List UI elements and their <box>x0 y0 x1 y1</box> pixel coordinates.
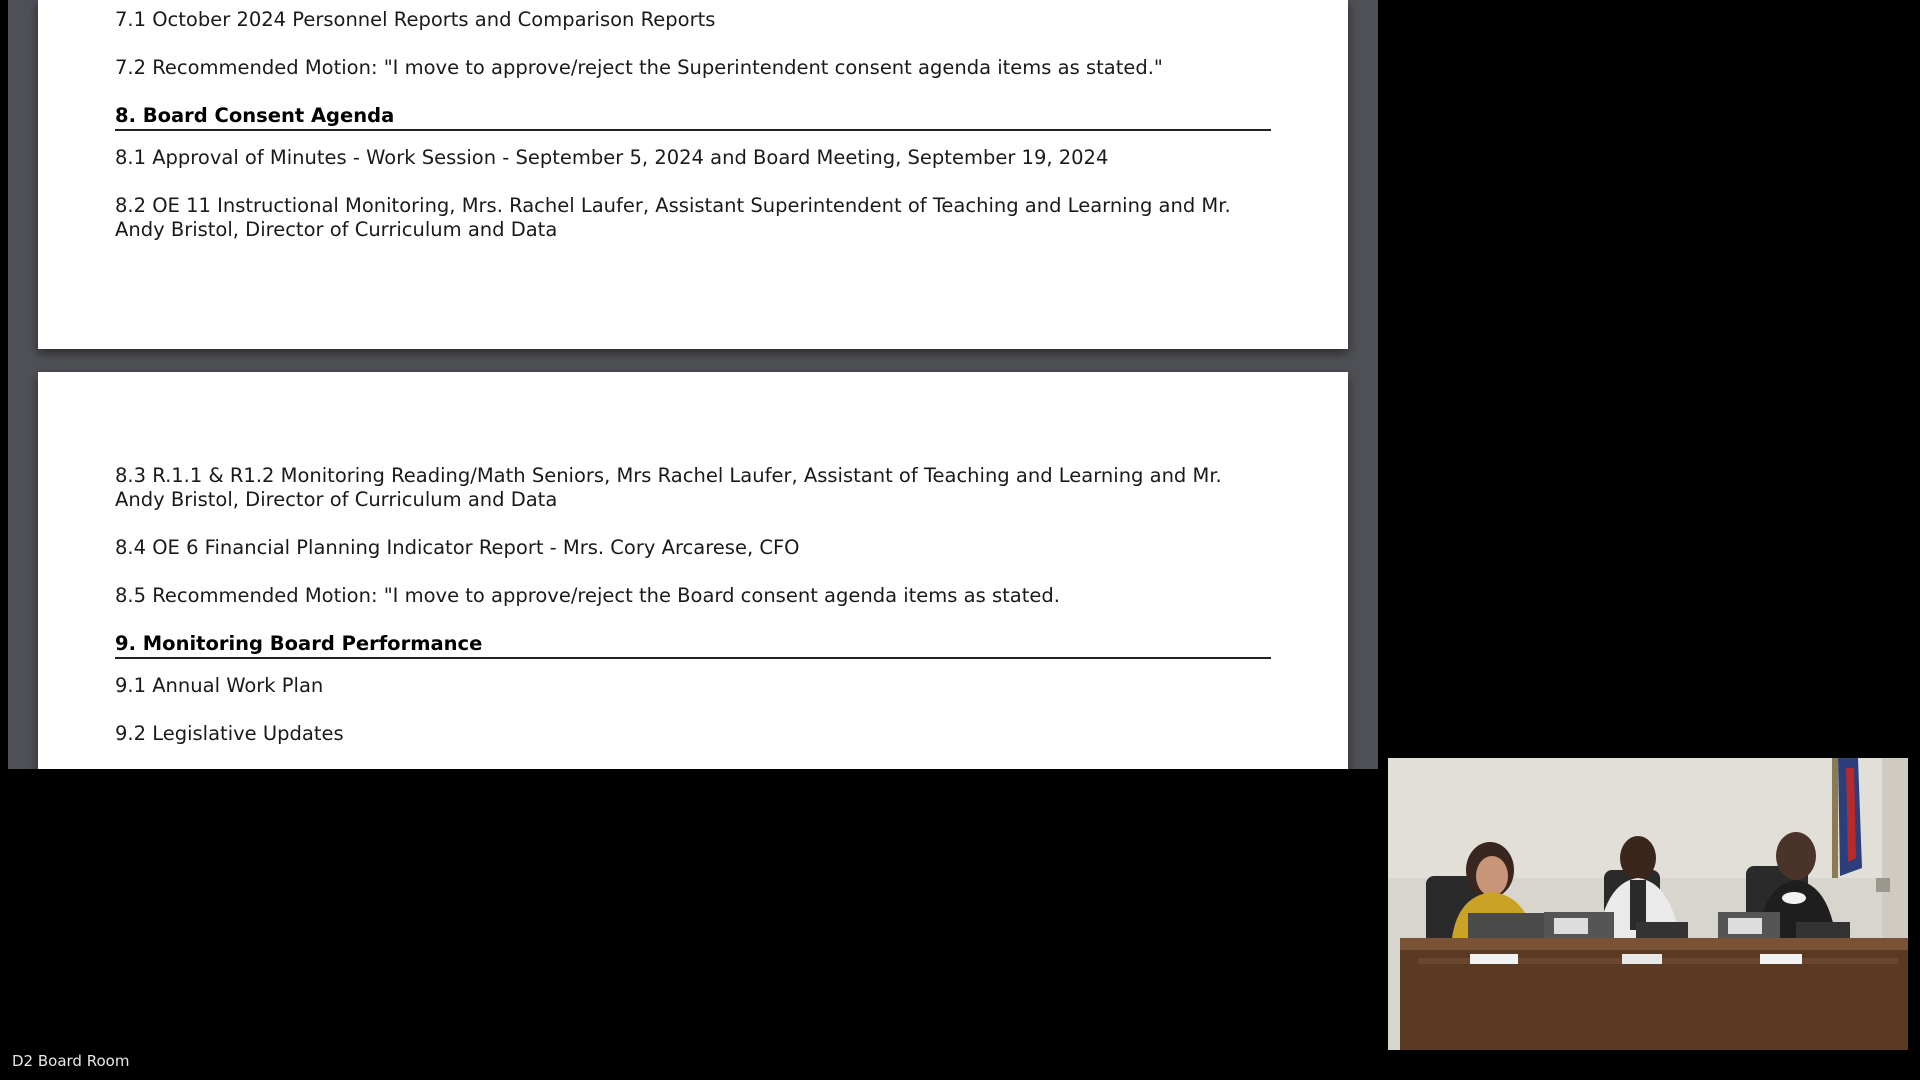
section-heading-8: 8. Board Consent Agenda <box>115 104 1271 131</box>
agenda-item-8-2 <box>115 194 1275 242</box>
agenda-item-8-1: 8.1 Approval of Minutes - Work Session - September 5, 2024 and Board Meeting, September 19, 2024 <box>115 146 1109 169</box>
board-room-scene <box>1388 758 1908 1050</box>
board-room-camera-feed <box>1388 758 1908 1050</box>
agenda-item-8-2-line2: Andy Bristol, Director of Curriculum and Data <box>115 218 558 241</box>
agenda-item-9-1: 9.1 Annual Work Plan <box>115 674 324 697</box>
agenda-item-8-3-line2: Andy Bristol, Director of Curriculum and Data <box>115 488 558 511</box>
document-viewer[interactable] <box>8 0 1378 769</box>
agenda-item-8-2-line1: 8.2 OE 11 Instructional Monitoring, Mrs. Rachel Laufer, Assistant Superintendent of Teaching and Learning and Mr. <box>115 194 1231 217</box>
document-page-1 <box>38 0 1348 349</box>
agenda-item-8-4: 8.4 OE 6 Financial Planning Indicator Report - Mrs. Cory Arcarese, CFO <box>115 536 800 559</box>
agenda-item-8-3-line1: 8.3 R.1.1 & R1.2 Monitoring Reading/Math Seniors, Mrs Rachel Laufer, Assistant of Teaching and Learning and Mr. <box>115 464 1222 487</box>
section-heading-9: 9. Monitoring Board Performance <box>115 632 1271 659</box>
room-label: D2 Board Room <box>12 1052 130 1070</box>
agenda-item-8-3 <box>115 464 1275 512</box>
agenda-item-7-2: 7.2 Recommended Motion: "I move to approve/reject the Superintendent consent agenda items as stated." <box>115 56 1163 79</box>
agenda-item-9-2: 9.2 Legislative Updates <box>115 722 344 745</box>
document-page-2 <box>38 372 1348 769</box>
agenda-item-7-1: 7.1 October 2024 Personnel Reports and Comparison Reports <box>115 8 716 31</box>
agenda-item-8-5: 8.5 Recommended Motion: "I move to approve/reject the Board consent agenda items as stated. <box>115 584 1060 607</box>
